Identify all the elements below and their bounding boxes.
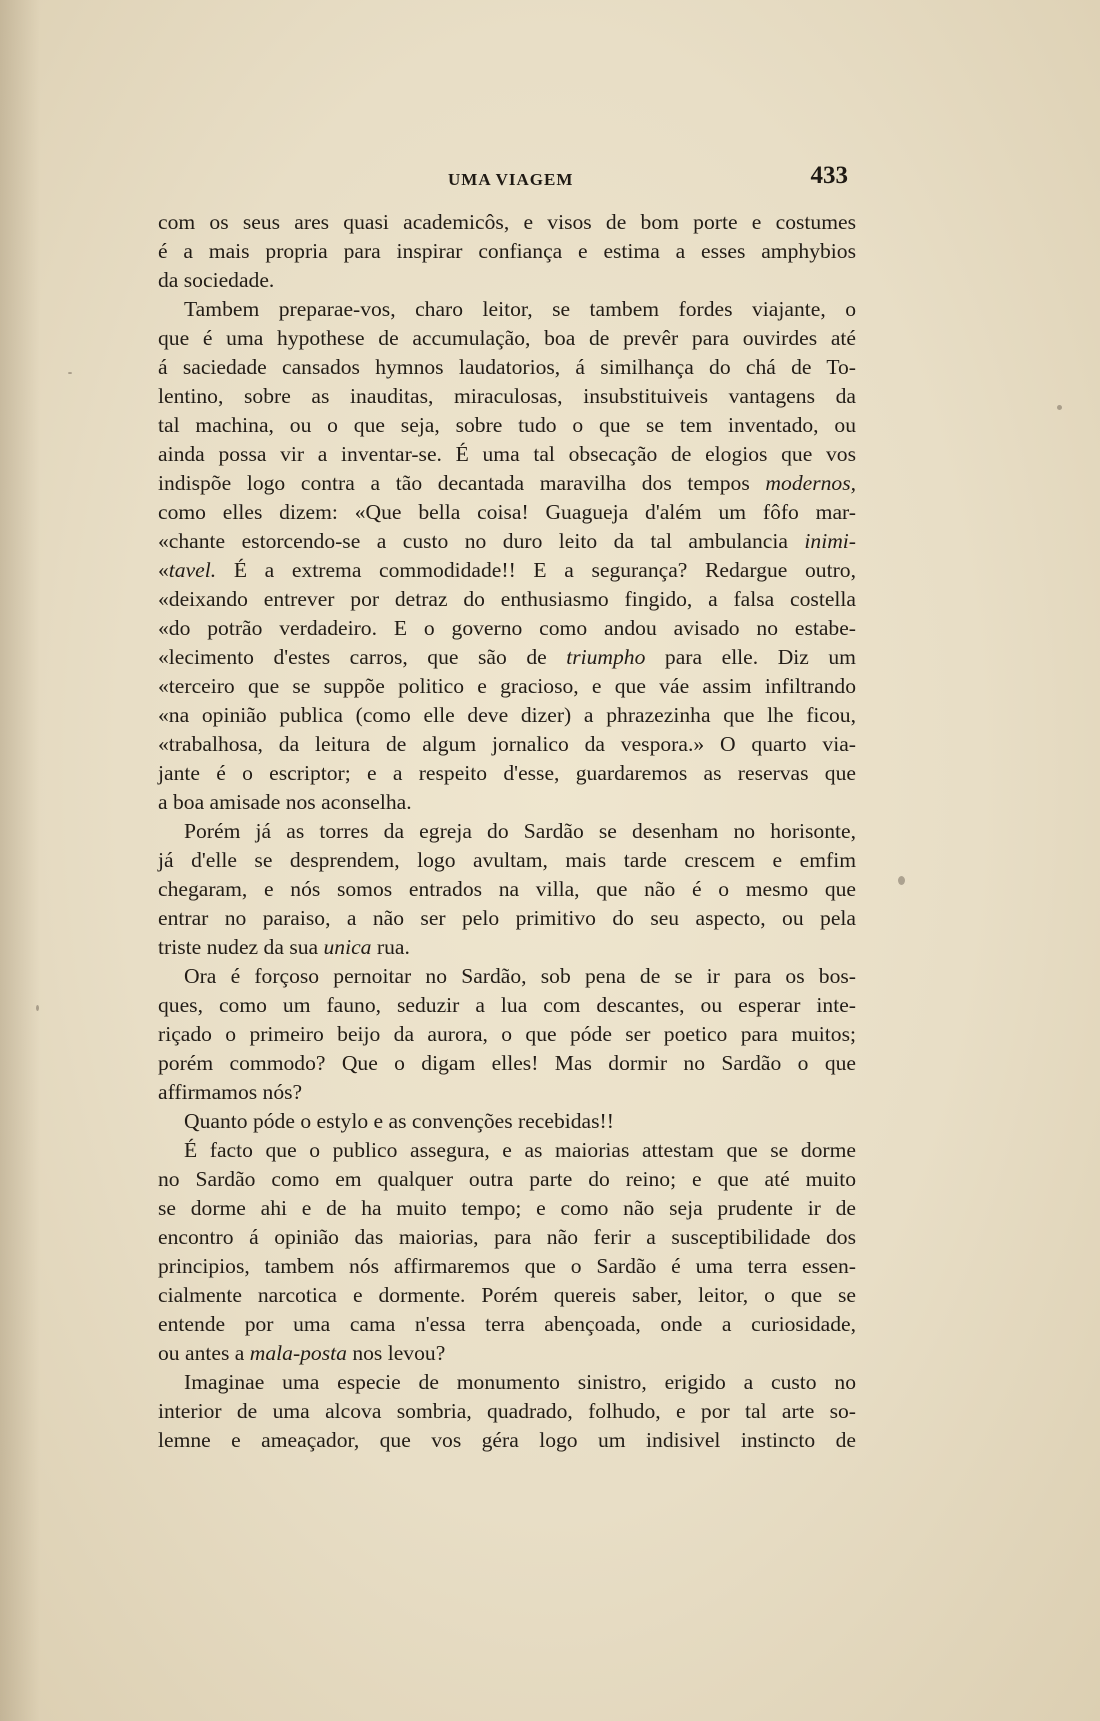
text-line: é a mais propria para inspirar confiança e estima a esses amphybios xyxy=(158,239,856,263)
text-segment: indispõe logo contra a tão decantada maravilha dos tempos xyxy=(158,471,766,495)
text-segment: « xyxy=(158,558,169,582)
text-line: jante é o escriptor; e a respeito d'esse, guardaremos as reservas que xyxy=(158,761,856,785)
text-line: no Sardão como em qualquer outra parte do reino; e que até muito xyxy=(158,1167,856,1191)
italic-segment: tavel. xyxy=(168,558,217,582)
text-line: já d'elle se desprendem, logo avultam, mais tarde crescem e emfim xyxy=(158,848,856,872)
text-line: entende por uma cama n'essa terra abençoada, onde a curiosidade, xyxy=(158,1312,856,1336)
text-line: «trabalhosa, da leitura de algum jornalico da vespora.» O quarto via- xyxy=(158,732,856,756)
text-line: á saciedade cansados hymnos laudatorios, á similhança do chá de To- xyxy=(158,355,856,379)
text-line: Ora é forçoso pernoitar no Sardão, sob pena de se ir para os bos- xyxy=(184,964,856,988)
text-line: Imaginae uma especie de monumento sinistro, erigido a custo no xyxy=(184,1370,856,1394)
paper-speck xyxy=(68,372,72,374)
paper-speck xyxy=(898,876,905,885)
text-line: lentino, sobre as inauditas, miraculosas, insubstituiveis vantagens da xyxy=(158,384,856,408)
text-segment: «lecimento d'estes carros, que são de xyxy=(158,645,567,669)
text-line: ques, como um fauno, seduzir a lua com descantes, ou esperar inte- xyxy=(158,993,856,1017)
italic-segment: mala-posta xyxy=(249,1341,347,1365)
text-line: «na opinião publica (como elle deve dizer) a phrazezinha que lhe ficou, xyxy=(158,703,856,727)
text-line: affirmamos nós? xyxy=(158,1080,303,1104)
text-segment: rua. xyxy=(371,935,410,959)
text-line: chegaram, e nós somos entrados na villa, que não é o mesmo que xyxy=(158,877,856,901)
text-line: se dorme ahi e de ha muito tempo; e como não seja prudente ir de xyxy=(158,1196,856,1220)
text-line: lemne e ameaçador, que vos géra logo um indisivel instincto de xyxy=(158,1428,856,1452)
text-line: «terceiro que se suppõe politico e gracioso, e que váe assim infiltrando xyxy=(158,674,856,698)
text-line: principios, tambem nós affirmaremos que o Sardão é uma terra essen- xyxy=(158,1254,856,1278)
text-segment: É a extrema commodidade!! E a segurança? Redargue outro, xyxy=(216,558,856,582)
text-line xyxy=(158,527,856,556)
running-title: UMA VIAGEM xyxy=(448,170,574,189)
text-line: cialmente narcotica e dormente. Porém quereis saber, leitor, o que se xyxy=(158,1283,856,1307)
text-line xyxy=(158,1339,856,1368)
text-line: «deixando entrever por detraz do enthusiasmo fingido, a falsa costella xyxy=(158,587,856,611)
text-segment: para elle. Diz um xyxy=(645,645,856,669)
text-line: porém commodo? Que o digam elles! Mas dormir no Sardão o que xyxy=(158,1051,856,1075)
text-line: ainda possa vir a inventar-se. É uma tal obsecação de elogios que vos xyxy=(158,442,856,466)
italic-segment: triumpho xyxy=(566,645,646,669)
text-line: com os seus ares quasi academicôs, e visos de bom porte e costumes xyxy=(158,210,856,234)
text-line: tal machina, ou o que seja, sobre tudo o que se tem inventado, ou xyxy=(158,413,856,437)
body-text xyxy=(158,208,856,1455)
page-number: 433 xyxy=(810,162,848,189)
italic-segment: modernos, xyxy=(765,471,856,495)
text-line: Tambem preparae-vos, charo leitor, se tambem fordes viajante, o xyxy=(184,297,856,321)
paper-speck xyxy=(1057,405,1062,410)
text-line xyxy=(158,469,856,498)
text-segment: nos levou? xyxy=(346,1341,446,1365)
text-line: Quanto póde o estylo e as convenções recebidas!! xyxy=(184,1109,614,1133)
text-line: entrar no paraiso, a não ser pelo primitivo do seu aspecto, ou pela xyxy=(158,906,856,930)
text-line: da sociedade. xyxy=(158,268,275,292)
text-line: interior de uma alcova sombria, quadrado, folhudo, e por tal arte so- xyxy=(158,1399,856,1423)
page-header xyxy=(158,160,848,196)
text-line: encontro á opinião das maiorias, para não ferir a susceptibilidade dos xyxy=(158,1225,856,1249)
text-line: É facto que o publico assegura, e as maiorias attestam que se dorme xyxy=(184,1138,856,1162)
italic-segment: inimi- xyxy=(804,529,856,553)
text-line: «do potrão verdadeiro. E o governo como andou avisado no estabe- xyxy=(158,616,856,640)
italic-segment: unica xyxy=(323,935,372,959)
paper-speck xyxy=(36,1005,39,1011)
text-line: a boa amisade nos aconselha. xyxy=(158,790,412,814)
text-line: que é uma hypothese de accumulação, boa de prevêr para ouvirdes até xyxy=(158,326,856,350)
text-segment: triste nudez da sua xyxy=(158,935,324,959)
text-segment: «chante estorcendo-se a custo no duro leito da tal ambulancia xyxy=(158,529,805,553)
page-edge-shadow xyxy=(0,0,40,1721)
text-line: riçado o primeiro beijo da aurora, o que póde ser poetico para muitos; xyxy=(158,1022,856,1046)
text-line xyxy=(158,556,856,585)
text-line: como elles dizem: «Que bella coisa! Guagueja d'além um fôfo mar- xyxy=(158,500,856,524)
text-line xyxy=(158,643,856,672)
text-segment: ou antes a xyxy=(158,1341,250,1365)
text-line xyxy=(158,933,856,962)
text-line: Porém já as torres da egreja do Sardão se desenham no horisonte, xyxy=(184,819,856,843)
